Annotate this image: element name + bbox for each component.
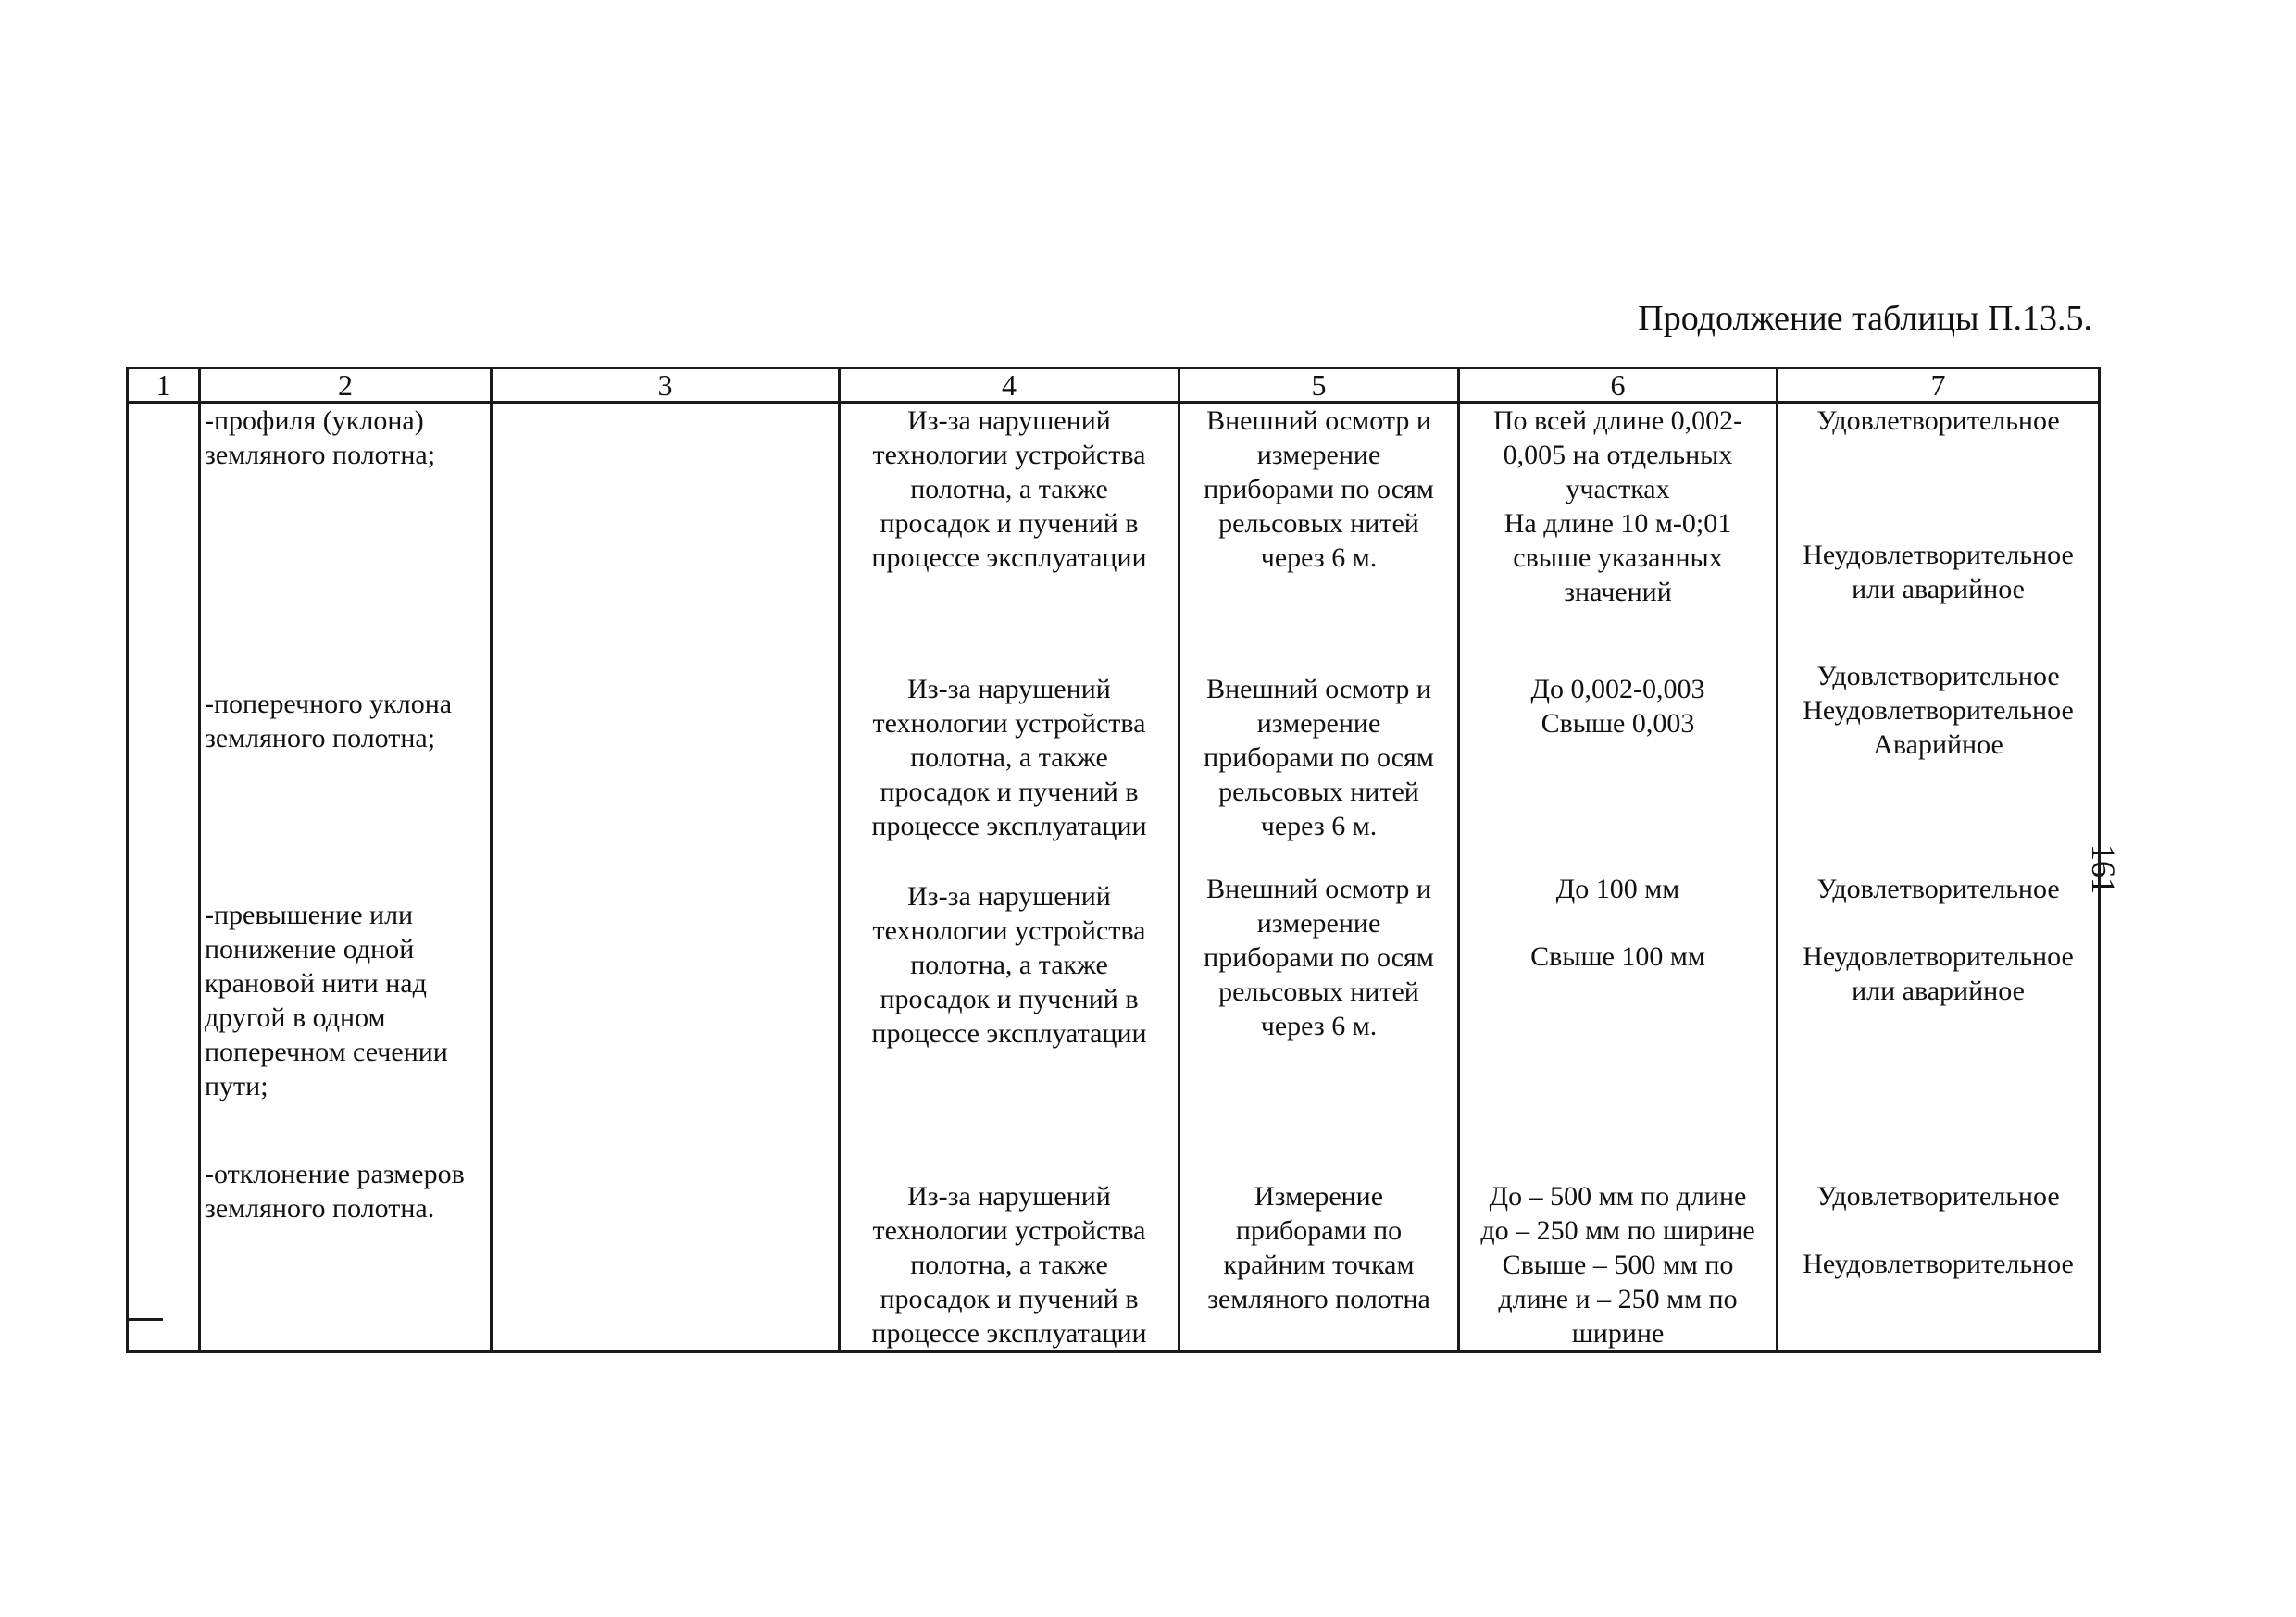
cause-line: просадок и пучений в: [880, 1284, 1139, 1314]
header-cell: 5: [1179, 368, 1459, 403]
col3-cell: [492, 403, 840, 660]
cause-line: технологии устройства: [872, 708, 1146, 739]
cause-line: процессе эксплуатации: [871, 811, 1147, 841]
defect-name-cell: [200, 1157, 492, 1352]
method-line: измерение: [1256, 440, 1381, 470]
header-cell: 3: [492, 368, 840, 403]
cause-cell: [840, 872, 1179, 1157]
method-line: Измерение: [1254, 1181, 1384, 1212]
assessment-line: Неудовлетворительное: [1803, 695, 2074, 726]
header-cell: 4: [840, 368, 1179, 403]
method-line: через 6 м.: [1260, 542, 1378, 573]
cause-line: просадок и пучений в: [880, 984, 1139, 1014]
method-line: приборами по осям: [1204, 942, 1434, 973]
assessment-cell: [1778, 872, 2100, 1157]
cause-line: процессе эксплуатации: [871, 1318, 1147, 1349]
defect-name-line: -профиля (уклона): [205, 405, 424, 436]
method-cell: [1179, 403, 1459, 660]
criteria-line: Свыше – 500 мм по: [1502, 1250, 1734, 1280]
criteria-cell: [1459, 659, 1778, 872]
assessment-line: Неудовлетворительное: [1803, 1249, 2074, 1279]
cause-line: процессе эксплуатации: [871, 1018, 1147, 1049]
table-caption: Продолжение таблицы П.13.5.: [1638, 299, 2092, 338]
cause-line: полотна, а также: [910, 1250, 1108, 1280]
criteria-line: до – 250 мм по ширине: [1480, 1215, 1755, 1246]
defect-name-line: понижение одной: [205, 934, 415, 964]
row-number-cell: [128, 872, 200, 1157]
cause-line: технологии устройства: [872, 915, 1146, 946]
cause-line: Из-за нарушений: [907, 1181, 1111, 1212]
header-cell: 2: [200, 368, 492, 403]
defect-name-line: -отклонение размеров: [205, 1159, 465, 1189]
method-cell: [1179, 659, 1459, 872]
table-row: [128, 659, 2100, 872]
cause-cell: [840, 403, 1179, 660]
criteria-cell: [1459, 872, 1778, 1157]
defect-name-cell: [200, 403, 492, 660]
criteria-line: участках: [1566, 474, 1670, 504]
cause-line: полотна, а также: [910, 474, 1108, 504]
condition-table: [126, 367, 2101, 1353]
cause-line: просадок и пучений в: [880, 777, 1139, 807]
col3-cell: [492, 659, 840, 872]
method-line: приборами по: [1235, 1215, 1403, 1246]
defect-name-line: крановой нити над: [205, 968, 427, 999]
cause-line: Из-за нарушений: [907, 881, 1111, 912]
method-line: через 6 м.: [1260, 811, 1378, 841]
criteria-line: До – 500 мм по длине: [1489, 1181, 1747, 1212]
method-line: Внешний осмотр и: [1206, 405, 1431, 436]
criteria-line: До 100 мм: [1555, 874, 1680, 904]
col3-cell: [492, 872, 840, 1157]
cause-line: процессе эксплуатации: [871, 542, 1147, 573]
defect-name-line: другой в одном: [205, 1002, 386, 1033]
assessment-cell: [1778, 403, 2100, 660]
method-line: Внешний осмотр и: [1206, 874, 1431, 904]
assessment-line: Удовлетворительное: [1816, 874, 2060, 904]
assessment-line: или аварийное: [1852, 976, 2025, 1006]
assessment-cell: [1778, 1157, 2100, 1352]
assessment-line: Неудовлетворительное: [1803, 941, 2074, 972]
page-number: 161: [2085, 844, 2122, 894]
table-row: [128, 1157, 2100, 1352]
assessment-line: Удовлетворительное: [1816, 1181, 2060, 1212]
method-line: через 6 м.: [1260, 1011, 1378, 1041]
method-line: земляного полотна: [1207, 1284, 1430, 1314]
method-line: приборами по осям: [1204, 742, 1434, 773]
row-number-cell: [128, 403, 200, 660]
defect-name-line: земляного полотна;: [205, 723, 436, 753]
defect-name-line: -превышение или: [205, 900, 414, 930]
method-line: Внешний осмотр и: [1206, 674, 1431, 704]
criteria-line: Свыше 0,003: [1541, 708, 1695, 739]
defect-name-line: земляного полотна.: [205, 1193, 435, 1224]
method-line: рельсовых нитей: [1218, 976, 1419, 1007]
header-cell: 7: [1778, 368, 2100, 403]
table-row: [128, 403, 2100, 660]
table-row: [128, 872, 2100, 1157]
cause-line: технологии устройства: [872, 440, 1146, 470]
row-number-cell: [128, 1157, 200, 1352]
method-line: рельсовых нитей: [1218, 508, 1419, 539]
cause-cell: [840, 1157, 1179, 1352]
cause-line: Из-за нарушений: [907, 405, 1111, 436]
criteria-cell: [1459, 1157, 1778, 1352]
defect-name-line: земляного полотна;: [205, 440, 436, 470]
header-cell: 1: [128, 368, 200, 403]
cause-line: полотна, а также: [910, 950, 1108, 980]
method-line: приборами по осям: [1204, 474, 1434, 504]
cause-line: технологии устройства: [872, 1215, 1146, 1246]
assessment-line: Неудовлетворительное: [1803, 540, 2074, 570]
criteria-line: На длине 10 м-0;01: [1504, 508, 1732, 539]
assessment-line: Аварийное: [1873, 729, 2003, 760]
method-line: крайним точкам: [1223, 1250, 1415, 1280]
col3-cell: [492, 1157, 840, 1352]
method-cell: [1179, 872, 1459, 1157]
assessment-line: Удовлетворительное: [1816, 405, 2060, 436]
criteria-line: До 0,002-0,003: [1530, 674, 1705, 704]
cause-line: полотна, а также: [910, 742, 1108, 773]
assessment-line: Удовлетворительное: [1816, 661, 2060, 691]
criteria-line: ширине: [1571, 1318, 1665, 1349]
cause-line: просадок и пучений в: [880, 508, 1139, 539]
defect-name-cell: [200, 659, 492, 872]
defect-name-line: поперечном сечении: [205, 1037, 448, 1067]
criteria-line: длине и – 250 мм по: [1498, 1284, 1738, 1314]
assessment-line: или аварийное: [1852, 574, 2025, 604]
criteria-cell: [1459, 403, 1778, 660]
header-cell: 6: [1459, 368, 1778, 403]
method-line: рельсовых нитей: [1218, 777, 1419, 807]
method-line: измерение: [1256, 908, 1381, 939]
cause-cell: [840, 659, 1179, 872]
method-cell: [1179, 1157, 1459, 1352]
defect-name-line: пути;: [205, 1071, 268, 1101]
header-row: [128, 368, 2100, 403]
defect-name-cell: [200, 872, 492, 1157]
method-line: измерение: [1256, 708, 1381, 739]
criteria-line: По всей длине 0,002-: [1492, 405, 1743, 436]
cause-line: Из-за нарушений: [907, 674, 1111, 704]
criteria-line: Свыше 100 мм: [1530, 941, 1705, 972]
row-number-cell: [128, 659, 200, 872]
criteria-line: 0,005 на отдельных: [1503, 440, 1733, 470]
assessment-cell: [1778, 659, 2100, 872]
criteria-line: свыше указанных: [1513, 542, 1723, 573]
criteria-line: значений: [1564, 577, 1672, 607]
table-edge-stub: [126, 1318, 163, 1321]
defect-name-line: -поперечного уклона: [205, 689, 453, 719]
